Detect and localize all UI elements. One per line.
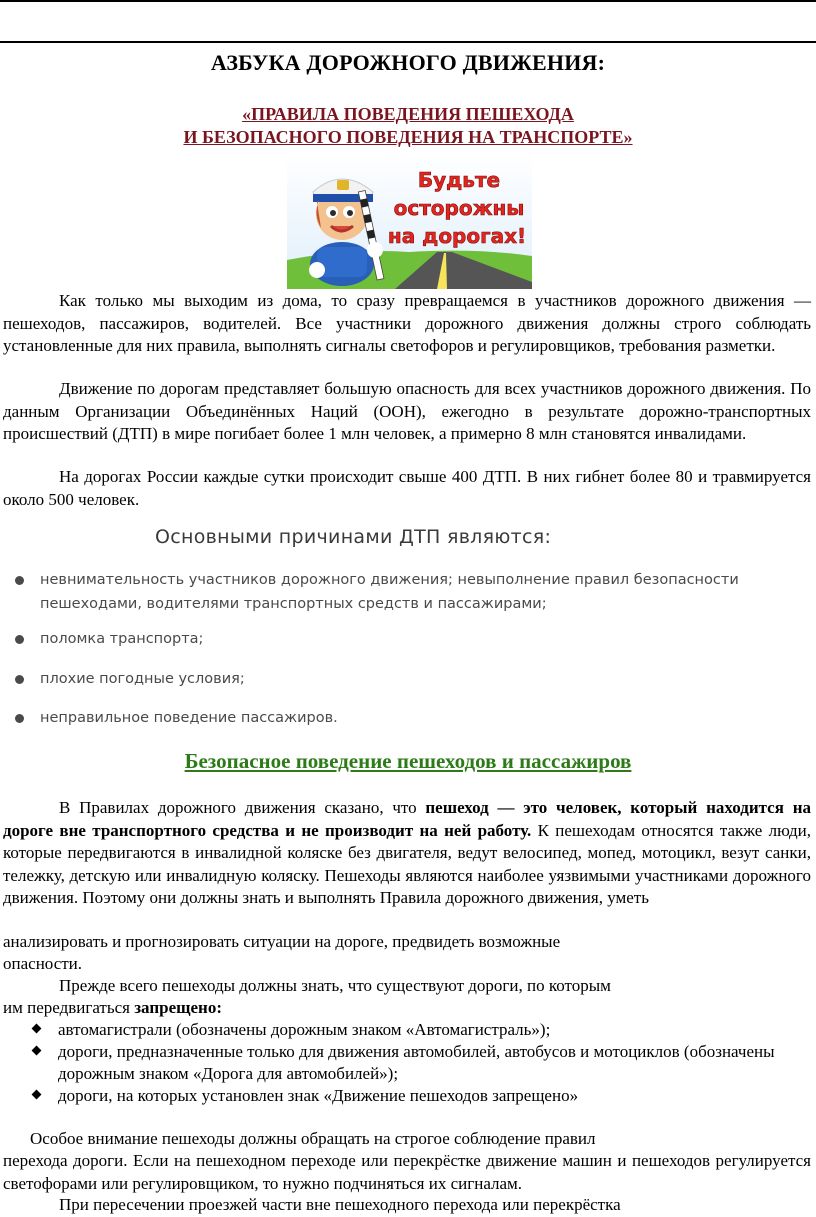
diamond-bullet-icon — [32, 1046, 42, 1056]
definition-rest-text: К пешеходам относятся также люди, которые передвигаются в инвалидной коляске без двигателя, ведут велосипед, мопед, мотоцикл, везут санки, тележку, детскую или инвалидную коляску. Пешеходы являются наиболее уязвимыми участниками дорожного движения. Поэтому они должны знать и выполнять Правила дорожного движения, уметь — [3, 820, 811, 907]
crossing-paragraph: перехода дороги. Если на пешеходном переходе или перекрёстке движение машин и пешеходов регулируется светофорами или регулировщиком, то нужно подчиняться их сигналам. — [3, 1151, 811, 1193]
top-rule — [0, 0, 816, 2]
definition-intro-text: В Правилах дорожного движения сказано, что — [59, 798, 426, 817]
intro-paragraph-1: Как только мы выходим из дома, то сразу превращаемся в участников дорожного движения — пешеходов, пассажиров, водителей. Все участники дорожного движения должны строго соблюдать установленные для них правила, выполнять сигналы светофоров и регулировщиков, требования разметки. — [3, 291, 811, 355]
pedestrian-definition-paragraph — [3, 797, 811, 910]
intro-paragraph-2: Движение по дорогам представляет большую опасность для всех участников дорожного движения. По данным Организации Объединённых Наций (ООН), ежегодно в результате дорожно-транспортных происшествий (ДТП) в мире погибает более 1 млн человек, а примерно 8 млн становятся инвалидами. — [3, 379, 811, 443]
crossing-paragraph-line-1: Особое внимание пешеходы должны обращать на строгое соблюдение правил — [30, 1129, 596, 1148]
bullet-dot-icon — [15, 714, 24, 723]
banner-line-3: на дорогах! — [387, 224, 527, 248]
subtitle-line-2: И БЕЗОПАСНОГО ПОВЕДЕНИЯ НА ТРАНСПОРТЕ» — [183, 127, 633, 147]
bullet-dot-icon — [15, 576, 24, 585]
paragraph-continuation-2: опасности. — [3, 954, 83, 973]
pedestrian-definition-bold: пешеход — это человек, который находится на дороге вне транспортного средства и не производит на ней работу. — [3, 798, 811, 840]
prohibited-bold: запрещено: — [134, 998, 222, 1017]
prohibited-item-3: дороги, на которых установлен знак «Движение пешеходов запрещено» — [58, 1086, 579, 1105]
diamond-bullet-icon — [32, 1090, 42, 1100]
cause-item-3: плохие погодные условия; — [40, 671, 245, 687]
banner-line-1: Будьте — [417, 168, 501, 192]
crossing-outside-paragraph: При пересечении проезжей части вне пешеходного перехода или перекрёстка — [59, 1195, 621, 1214]
prohibited-roads-intro-line-2 — [3, 997, 811, 1020]
prohibited-roads-intro: Прежде всего пешеходы должны знать, что существуют дороги, по которым — [59, 976, 611, 995]
prohibited-intro-text: им передвигаться — [3, 998, 135, 1017]
page-title: АЗБУКА ДОРОЖНОГО ДВИЖЕНИЯ: — [210, 50, 606, 75]
bullet-dot-icon — [15, 675, 24, 684]
diamond-bullet-icon — [32, 1024, 42, 1034]
cause-item-1: невнимательность участников дорожного движения; невыполнение правил безопасности пешеходами, водителями транспортных средств и пассажирами; — [40, 572, 739, 612]
header-rule — [0, 41, 816, 43]
intro-paragraph-3: На дорогах России каждые сутки происходит свыше 400 ДТП. В них гибнет более 80 и травмируется около 500 человек. — [3, 467, 811, 509]
cause-item-2: поломка транспорта; — [40, 631, 204, 647]
bullet-dot-icon — [15, 635, 24, 644]
section-heading: Безопасное поведение пешеходов и пассажиров — [184, 749, 632, 773]
causes-heading: Основными причинами ДТП являются: — [155, 526, 552, 548]
subtitle-line-1: «ПРАВИЛА ПОВЕДЕНИЯ ПЕШЕХОДА — [242, 104, 574, 124]
prohibited-item-2: дороги, предназначенные только для движения автомобилей, автобусов и мотоциклов (обозначены дорожным знаком «Дорога для автомобилей»); — [58, 1042, 775, 1083]
cause-item-4: неправильное поведение пассажиров. — [40, 710, 338, 726]
banner-line-2: осторожны — [393, 196, 525, 220]
paragraph-continuation-1: анализировать и прогнозировать ситуации на дороге, предвидеть возможные — [3, 932, 561, 951]
be-careful-banner — [287, 152, 532, 289]
prohibited-item-1: автомагистрали (обозначены дорожным знаком «Автомагистраль»); — [58, 1020, 551, 1039]
page-subtitle — [0, 103, 816, 149]
